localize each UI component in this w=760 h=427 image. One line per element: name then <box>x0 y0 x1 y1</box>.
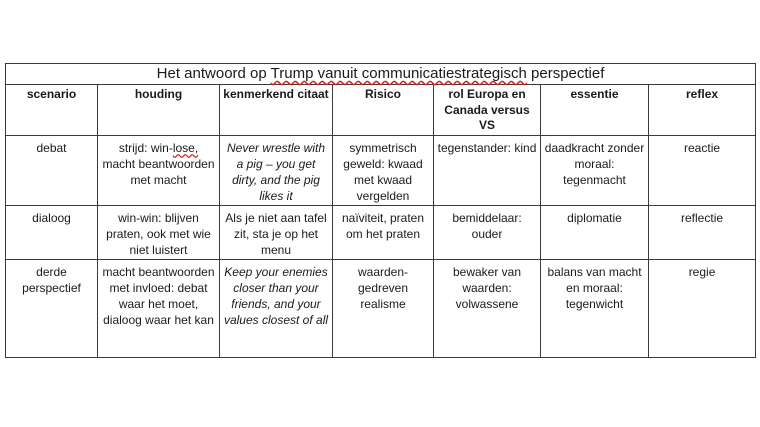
cell-rol: bewaker van waarden: volwassene <box>434 259 541 357</box>
header-risico: Risico <box>333 85 434 136</box>
cell-houding: strijd: win-lose, macht beantwoorden met macht <box>98 135 220 205</box>
header-houding: houding <box>98 85 220 136</box>
header-essentie: essentie <box>541 85 649 136</box>
cell-essentie: daadkracht zonder moraal: tegenmacht <box>541 135 649 205</box>
cell-essentie: balans van macht en moraal: tegenwicht <box>541 259 649 357</box>
cell-houding: macht beantwoorden met invloed: debat waar het moet, dialoog waar het kan <box>98 259 220 357</box>
title-text-marked: Trump vanuit communicatiestrategisch <box>270 65 527 82</box>
cell-reflex: regie <box>649 259 756 357</box>
cell-rol: bemiddelaar: ouder <box>434 205 541 259</box>
title-text-start: Het antwoord op <box>156 65 271 82</box>
cell-risico: waarden-gedreven realisme <box>333 259 434 357</box>
title-text-end: perspectief <box>526 65 605 82</box>
cell-reflex: reflectie <box>649 205 756 259</box>
table-row <box>6 205 756 259</box>
cell-reflex: reactie <box>649 135 756 205</box>
document-table-container <box>5 63 755 358</box>
header-rol: rol Europa en Canada versus VS <box>434 85 541 136</box>
cell-citaat: Keep your enemies closer than your friends, and your values closest of all <box>220 259 333 357</box>
header-scenario: scenario <box>6 85 98 136</box>
header-row <box>6 85 756 136</box>
table-title <box>6 64 756 85</box>
cell-citaat: Als je niet aan tafel zit, sta je op het menu <box>220 205 333 259</box>
cell-essentie: diplomatie <box>541 205 649 259</box>
table-row <box>6 135 756 205</box>
cell-risico: naïviteit, praten om het praten <box>333 205 434 259</box>
cell-houding: win-win: blijven praten, ook met wie niet luistert <box>98 205 220 259</box>
cell-scenario: derde perspectief <box>6 259 98 357</box>
cell-rol: tegenstander: kind <box>434 135 541 205</box>
cell-risico: symmetrisch geweld: kwaad met kwaad vergelden <box>333 135 434 205</box>
table-row <box>6 259 756 357</box>
comparison-table <box>5 63 756 358</box>
header-citaat: kenmerkend citaat <box>220 85 333 136</box>
cell-citaat: Never wrestle with a pig – you get dirty, and the pig likes it <box>220 135 333 205</box>
spellcheck-marked-word: lose, <box>172 140 199 155</box>
cell-scenario: dialoog <box>6 205 98 259</box>
header-reflex: reflex <box>649 85 756 136</box>
cell-scenario: debat <box>6 135 98 205</box>
